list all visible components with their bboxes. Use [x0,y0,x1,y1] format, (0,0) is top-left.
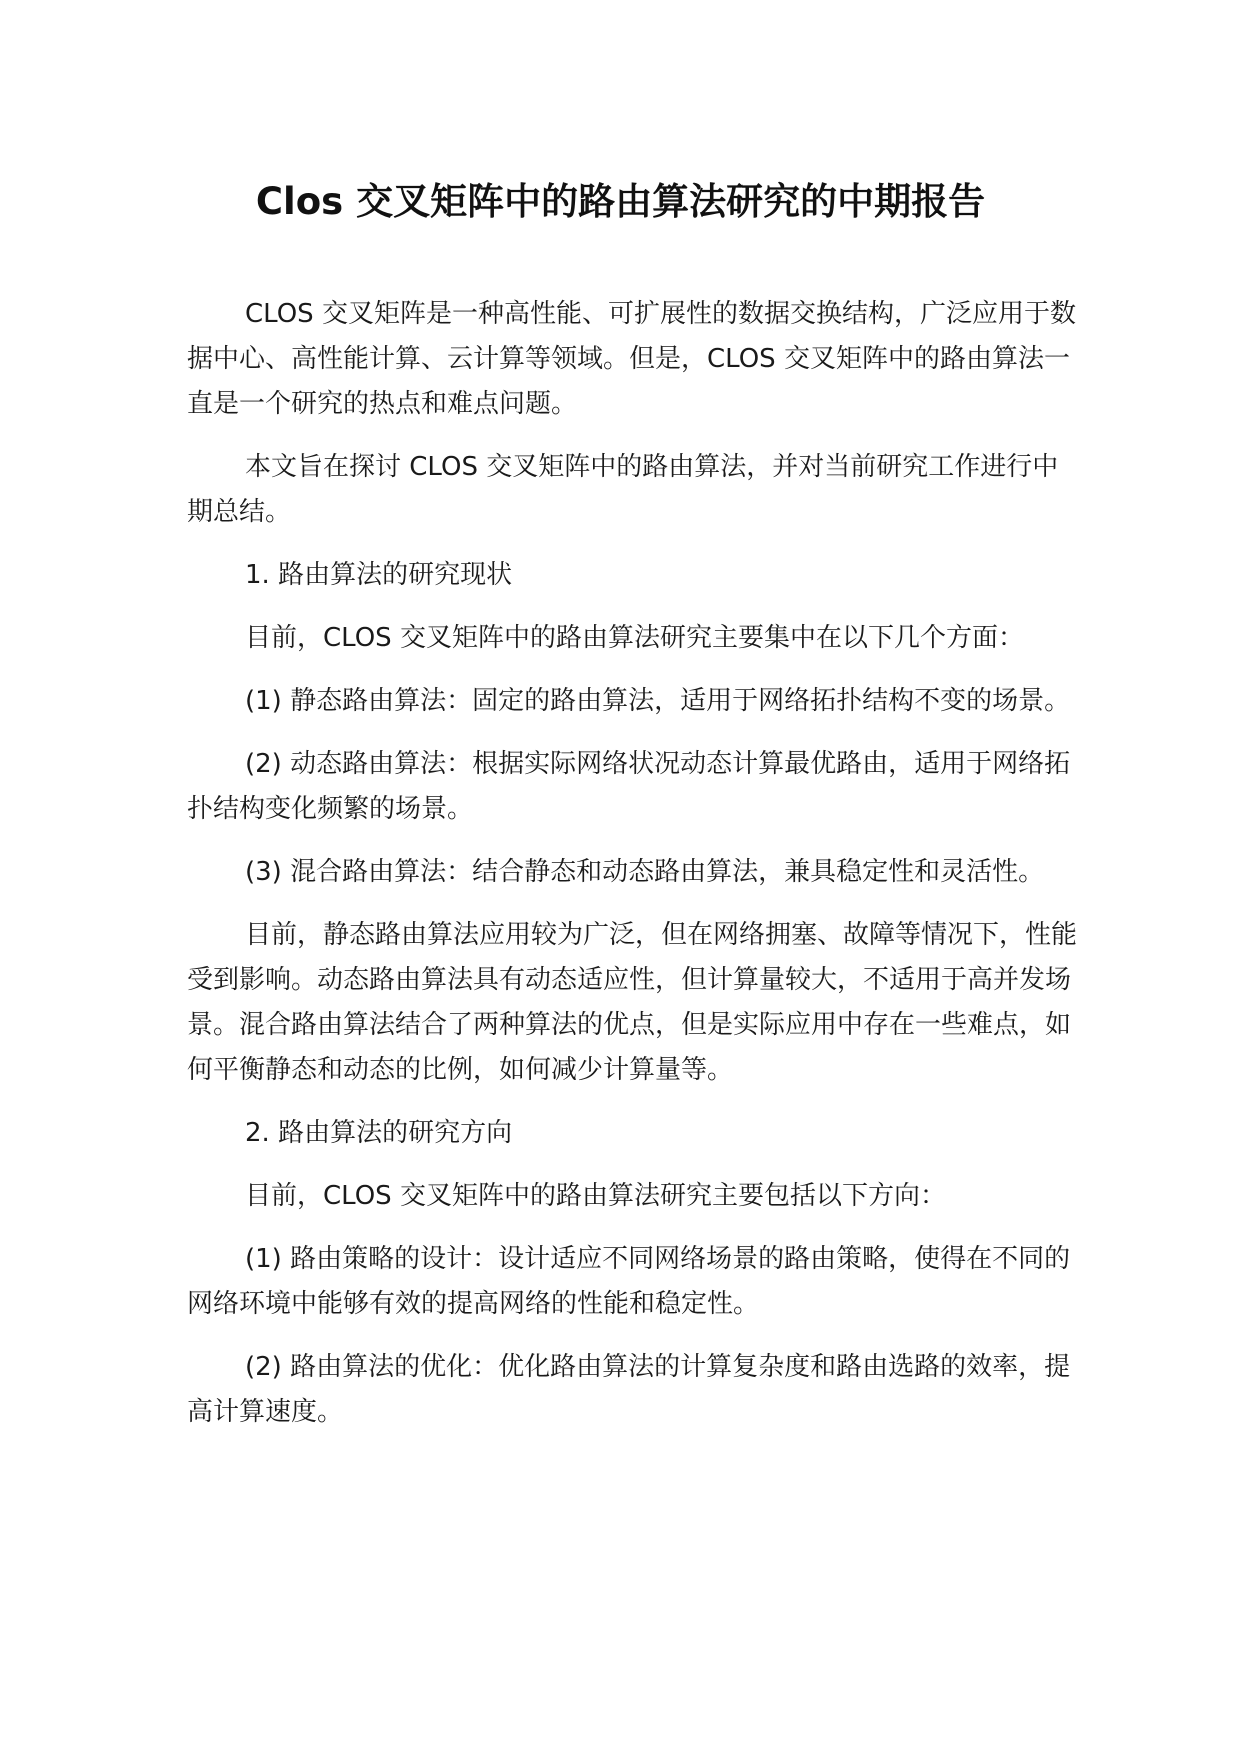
list-item-static-routing: (1) 静态路由算法：固定的路由算法，适用于网络拓扑结构不变的场景。 [245,686,1071,716]
paragraph-directions-intro: 目前，CLOS 交叉矩阵中的路由算法研究主要包括以下方向： [245,1181,946,1211]
paragraph-status-summary: 目前，静态路由算法应用较为广泛，但在网络拥塞、故障等情况下，性能受到影响。动态路由算法具有动态适应性，但计算量较大，不适用于高并发场景。混合路由算法结合了两种算法的优点，但是实际应用中存在一些难点，如何平衡静态和动态的比例，如何减少计算量等。 [187,920,1078,1085]
paragraph-intro: CLOS 交叉矩阵是一种高性能、可扩展性的数据交换结构，广泛应用于数据中心、高性能计算、云计算等领域。但是，CLOS 交叉矩阵中的路由算法一直是一个研究的热点和难点问题。 [187,299,1076,419]
paragraph-purpose: 本文旨在探讨 CLOS 交叉矩阵中的路由算法，并对当前研究工作进行中期总结。 [187,452,1059,527]
list-item-algorithm-optimization: (2) 路由算法的优化：优化路由算法的计算复杂度和路由选路的效率，提高计算速度。 [187,1352,1071,1427]
document-title: Clos 交叉矩阵中的路由算法研究的中期报告 [255,180,986,223]
section-heading-status: 1. 路由算法的研究现状 [245,560,513,590]
document-body [187,292,1079,1453]
list-item-strategy-design: (1) 路由策略的设计：设计适应不同网络场景的路由策略，使得在不同的网络环境中能够有效的提高网络的性能和稳定性。 [187,1244,1071,1319]
section-heading-directions: 2. 路由算法的研究方向 [245,1118,513,1148]
list-item-hybrid-routing: (3) 混合路由算法：结合静态和动态路由算法，兼具稳定性和灵活性。 [245,857,1045,887]
paragraph-status-intro: 目前，CLOS 交叉矩阵中的路由算法研究主要集中在以下几个方面： [245,623,1024,653]
list-item-dynamic-routing: (2) 动态路由算法：根据实际网络状况动态计算最优路由，适用于网络拓扑结构变化频繁的场景。 [187,749,1071,824]
